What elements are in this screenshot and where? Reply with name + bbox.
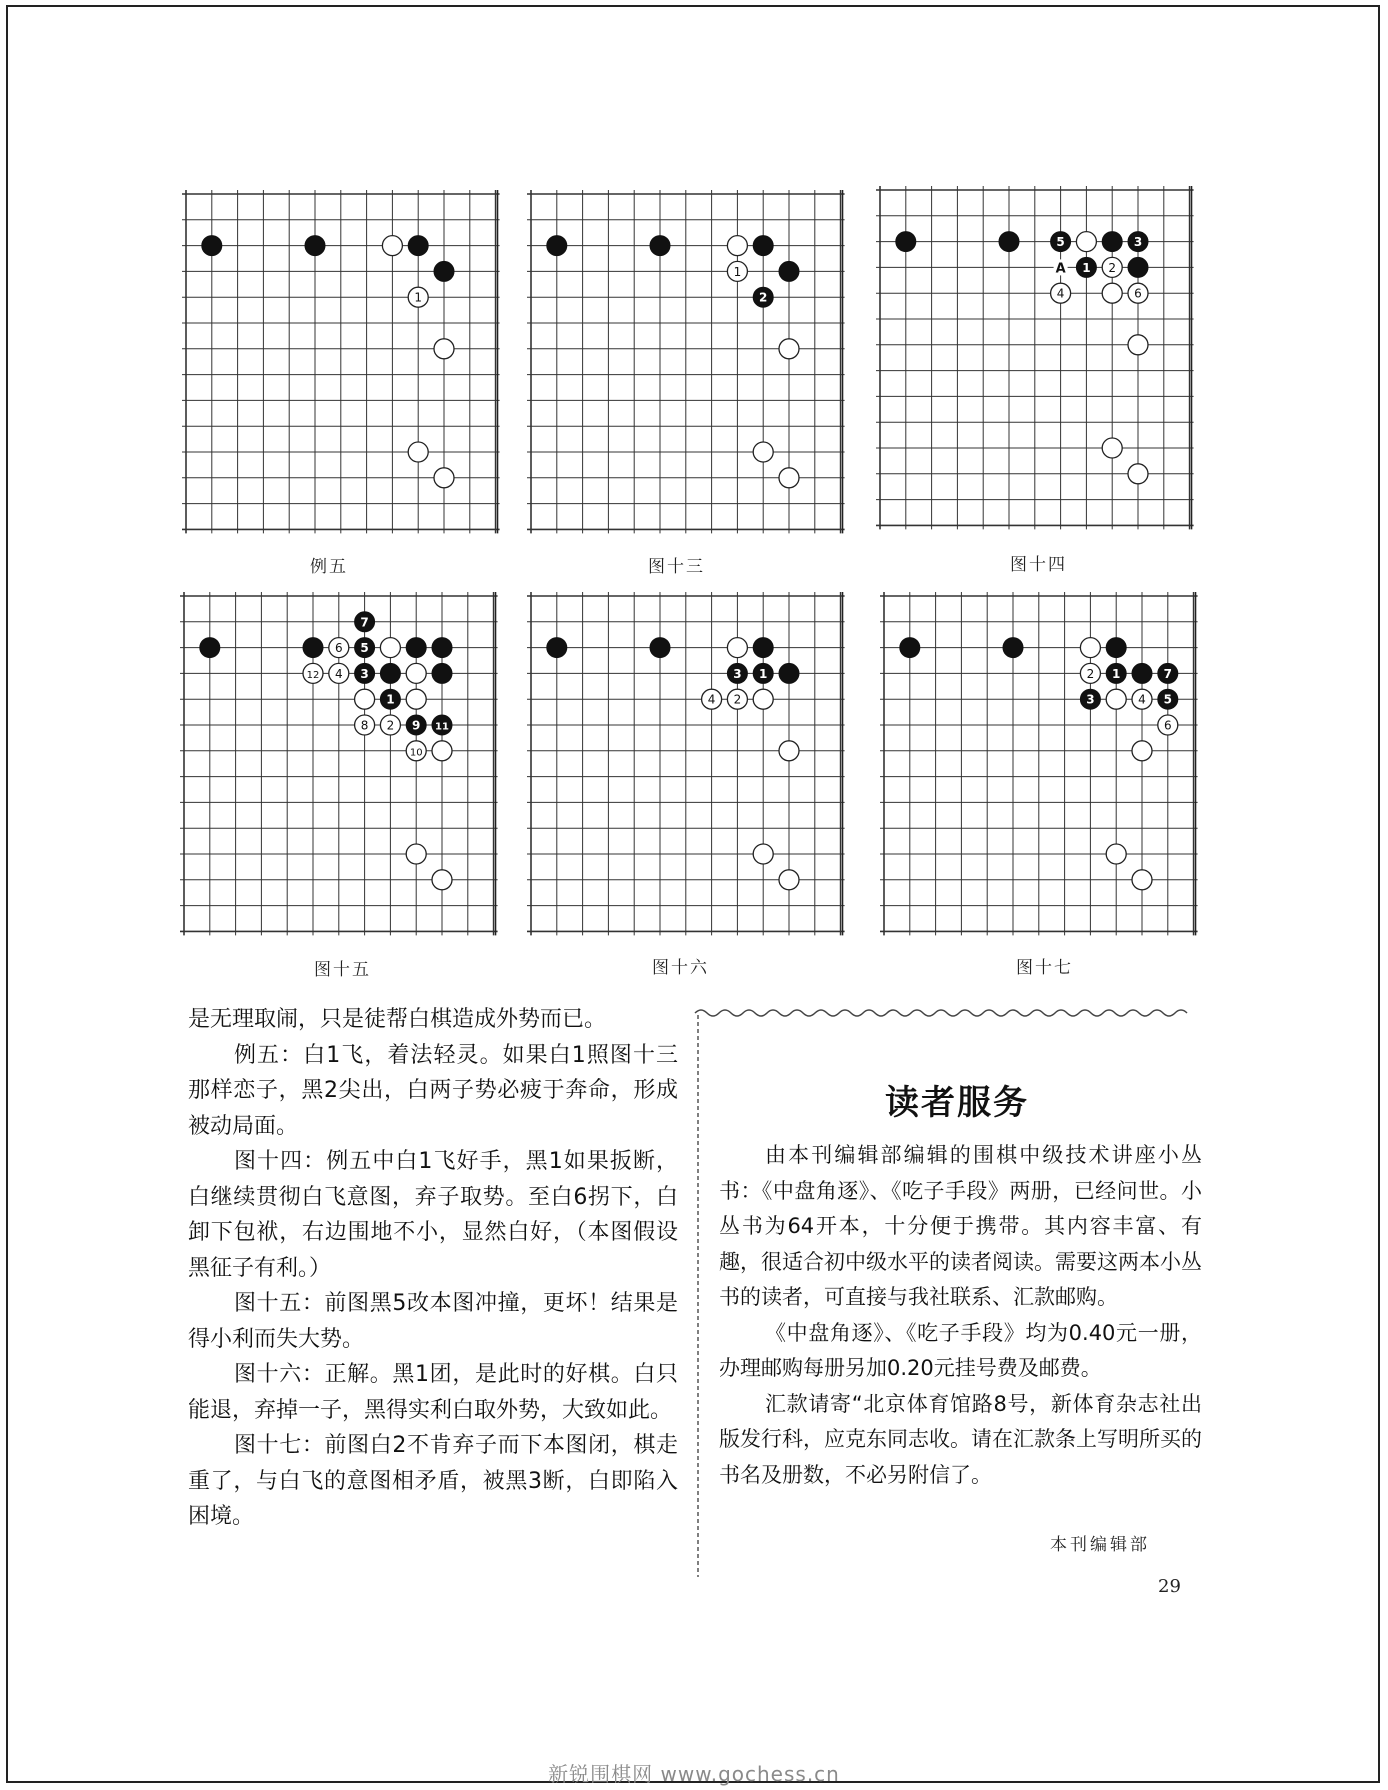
- black-stone-number: 3: [733, 666, 742, 681]
- service-body: [719, 1138, 1202, 1493]
- article-paragraph: 例五：白1飞，着法轻灵。如果白1照图十三那样恋子，黑2尖出，白两子势必疲于奔命，形成被动局面。: [188, 1042, 678, 1139]
- white-stone-number: 4: [1138, 692, 1146, 707]
- black-stone: [547, 638, 567, 658]
- white-stone-number: 12: [306, 669, 320, 681]
- black-stone: [380, 663, 400, 683]
- white-stone: [355, 689, 375, 709]
- article-paragraph: 是无理取闹，只是徒帮白棋造成外势而已。: [188, 1007, 607, 1032]
- white-stone: [1106, 689, 1126, 709]
- service-signature: 本刊编辑部: [1050, 1535, 1150, 1555]
- black-stone-number: 5: [360, 641, 369, 656]
- board-figure-13: [523, 187, 847, 537]
- board-figure-14: [872, 183, 1196, 533]
- black-stone: [650, 638, 670, 658]
- black-stone: [408, 236, 428, 256]
- white-stone-number: 2: [386, 718, 395, 733]
- white-stone-number: 1: [414, 290, 423, 305]
- white-stone-number: 6: [334, 641, 343, 656]
- black-stone: [896, 232, 916, 252]
- white-stone: [380, 638, 400, 658]
- article-paragraph: 图十六：正解。黑1团，是此时的好棋。白只能退，弃掉一子，黑得实利白取外势，大致如此。: [188, 1362, 678, 1423]
- article-paragraph: 图十五：前图黑5改本图冲撞，更坏！结果是得小利而失大势。: [188, 1291, 678, 1352]
- caption-example-5: 例五: [310, 557, 348, 577]
- black-stone: [305, 236, 325, 256]
- white-stone-number: 1: [733, 264, 742, 279]
- black-stone-number: 1: [1082, 260, 1091, 275]
- white-stone: [434, 339, 454, 359]
- white-stone-number: 6: [1134, 286, 1142, 301]
- black-stone: [1003, 638, 1023, 658]
- black-stone-number: 1: [386, 692, 395, 707]
- white-stone: [779, 468, 799, 488]
- white-stone: [406, 689, 426, 709]
- watermark-footer: 新锐围棋网 www.gochess.cn: [548, 1762, 840, 1786]
- white-stone: [1132, 741, 1152, 761]
- white-stone-number: 6: [1163, 718, 1172, 733]
- white-stone: [1132, 870, 1152, 890]
- caption-figure-17: 图十七: [1016, 958, 1073, 978]
- white-stone: [1102, 283, 1122, 303]
- white-stone: [779, 741, 799, 761]
- white-stone-number: 2: [733, 692, 742, 707]
- service-paragraph: 由本刊编辑部编辑的围棋中级技术讲座小丛书：《中盘角逐》、《吃子手段》两册，已经问世。小丛书为64开本，十分便于携带。其内容丰富、有趣，很适合初中级水平的读者阅读。需要这两本小丛书的读者，可直接与我社联系、汇款邮购。: [719, 1143, 1202, 1309]
- black-stone-number: 1: [1112, 666, 1121, 681]
- white-stone: [727, 236, 747, 256]
- white-stone: [434, 468, 454, 488]
- black-stone-number: 5: [1056, 235, 1065, 250]
- white-stone: [727, 638, 747, 658]
- white-stone: [1128, 335, 1148, 355]
- article-paragraph: 图十四：例五中白1飞好手，黑1如果扳断，白继续贯彻白飞意图，弃子取势。至白6拐下，白卸下包袱，右边围地不小，显然白好，（本图假设黑征子有利。）: [188, 1149, 678, 1281]
- white-stone: [779, 870, 799, 890]
- black-stone: [547, 236, 567, 256]
- white-stone: [1102, 438, 1122, 458]
- black-stone: [1128, 257, 1148, 277]
- caption-figure-14: 图十四: [1010, 555, 1067, 575]
- white-stone: [753, 442, 773, 462]
- black-stone-number: 7: [360, 615, 369, 630]
- white-stone: [432, 741, 452, 761]
- white-stone: [753, 689, 773, 709]
- black-stone-number: 3: [1133, 235, 1143, 250]
- black-stone: [1102, 232, 1122, 252]
- black-stone-number: 3: [1086, 692, 1095, 707]
- black-stone: [200, 638, 220, 658]
- black-stone: [779, 261, 799, 281]
- board-example-5: [178, 187, 502, 537]
- white-stone-number: 4: [334, 666, 343, 681]
- black-stone: [432, 663, 452, 683]
- black-stone-number: 3: [360, 666, 369, 681]
- white-stone-number: 8: [360, 718, 369, 733]
- black-stone-number: 7: [1163, 666, 1172, 681]
- white-stone: [753, 844, 773, 864]
- black-stone: [900, 638, 920, 658]
- article-paragraph: 图十七：前图白2不肯弃子而下本图闭，棋走重了，与白飞的意图相矛盾，被黑3断，白即陷入困境。: [188, 1433, 678, 1529]
- black-stone: [999, 232, 1019, 252]
- white-stone: [408, 442, 428, 462]
- board-figure-17: [876, 589, 1200, 939]
- caption-figure-16: 图十六: [652, 958, 709, 978]
- board-figure-15: [176, 589, 500, 939]
- white-stone: [1128, 464, 1148, 484]
- black-stone: [779, 663, 799, 683]
- white-stone-number: 4: [1056, 286, 1065, 301]
- service-paragraph: 汇款请寄“北京体育馆路8号，新体育杂志社出版发行科，应克东同志收。请在汇款条上写明所买的书名及册数，不必另附信了。: [719, 1391, 1202, 1487]
- black-stone-number: 5: [1163, 692, 1172, 707]
- black-stone: [434, 261, 454, 281]
- black-stone: [406, 638, 426, 658]
- white-stone-number: 2: [1108, 260, 1117, 275]
- black-stone-number: 11: [435, 721, 449, 733]
- point-label: A: [1055, 261, 1066, 277]
- board-figure-16: [523, 589, 847, 939]
- white-stone: [1080, 638, 1100, 658]
- white-stone: [432, 870, 452, 890]
- white-stone-number: 4: [707, 692, 716, 707]
- white-stone: [406, 663, 426, 683]
- white-stone: [1106, 844, 1126, 864]
- white-stone: [1076, 232, 1096, 252]
- caption-figure-13: 图十三: [648, 557, 705, 577]
- white-stone: [406, 844, 426, 864]
- service-paragraph: 《中盘角逐》、《吃子手段》均为0.40元一册，办理邮购每册另加0.20元挂号费及邮费。: [719, 1320, 1202, 1380]
- black-stone: [1106, 638, 1126, 658]
- service-title: 读者服务: [885, 1083, 1029, 1123]
- article-column: [188, 1002, 678, 1535]
- white-stone-number: 10: [409, 747, 423, 759]
- black-stone: [432, 638, 452, 658]
- white-stone: [779, 339, 799, 359]
- black-stone: [753, 236, 773, 256]
- black-stone: [202, 236, 222, 256]
- black-stone-number: 9: [412, 718, 421, 733]
- white-stone: [382, 236, 402, 256]
- black-stone: [753, 638, 773, 658]
- black-stone: [303, 638, 323, 658]
- caption-figure-15: 图十五: [314, 960, 371, 980]
- black-stone: [1132, 663, 1152, 683]
- black-stone-number: 1: [759, 666, 768, 681]
- white-stone-number: 2: [1086, 666, 1095, 681]
- black-stone-number: 2: [759, 290, 768, 305]
- black-stone: [650, 236, 670, 256]
- page-number: 29: [1158, 1576, 1181, 1597]
